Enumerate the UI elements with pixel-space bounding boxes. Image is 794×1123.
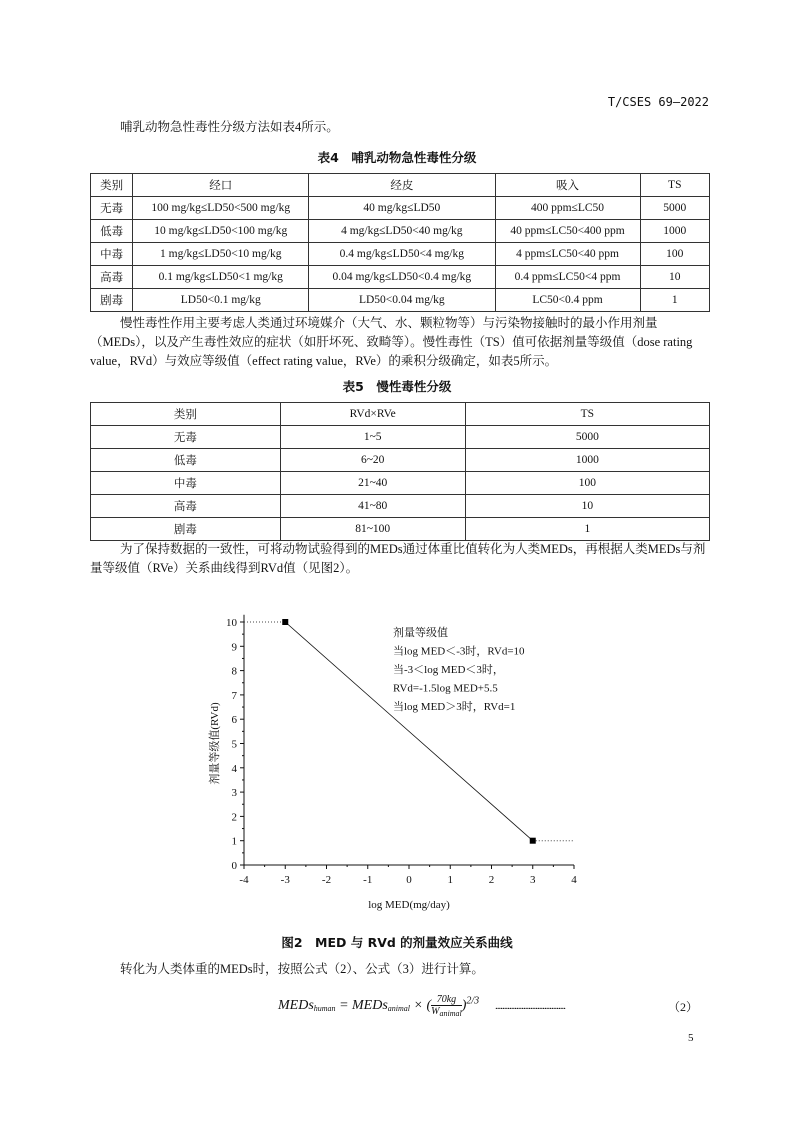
table-header-row bbox=[91, 403, 710, 426]
formula-term: MEDs bbox=[278, 998, 314, 1014]
table-cell: 81~100 bbox=[280, 518, 465, 541]
table-cell: 4 ppm≤LC50<40 ppm bbox=[495, 243, 640, 266]
x-tick-label: -2 bbox=[321, 874, 332, 886]
figure-caption: 图2 MED 与 RVd 的剂量效应关系曲线 bbox=[281, 935, 513, 950]
table-cell: 100 bbox=[640, 243, 709, 266]
table-cell: 5000 bbox=[640, 197, 709, 220]
table-cell: 10 mg/kg≤LD50<100 mg/kg bbox=[133, 220, 309, 243]
table-row bbox=[91, 197, 710, 220]
table-row bbox=[91, 426, 710, 449]
table-cell: 剧毒 bbox=[91, 289, 133, 312]
acute-toxicity-table bbox=[90, 173, 710, 312]
table-cell: TS bbox=[465, 403, 709, 426]
x-tick-label: 0 bbox=[406, 874, 412, 886]
annotation-line: 当log MED＞3时，RVd=1 bbox=[393, 701, 516, 713]
y-tick-label: 4 bbox=[231, 762, 237, 775]
x-tick-label: 1 bbox=[447, 874, 453, 886]
table-row bbox=[91, 472, 710, 495]
y-tick-label: 1 bbox=[231, 835, 237, 848]
table5-caption: 表5 慢性毒性分级 bbox=[342, 379, 452, 394]
rvd-chart bbox=[0, 600, 794, 920]
table-cell: 剧毒 bbox=[91, 518, 281, 541]
annotation-line: RVd=-1.5log MED+5.5 bbox=[393, 682, 498, 695]
y-tick-label: 7 bbox=[231, 689, 237, 702]
table-header-row bbox=[91, 174, 710, 197]
paragraph: 慢性毒性作用主要考虑人类通过环境媒介（大气、水、颗粒物等）与污染物接触时的最小作用剂量（MEDs），以及产生毒性效应的症状（如肝坏死、致畸等）。慢性毒性（TS）值可依据剂量等级值（dose rating value，RVd）与效应等级值（effect rating value，RVe）的乘积分级确定，如表5所示。 bbox=[90, 316, 693, 368]
table-row bbox=[91, 495, 710, 518]
table-row bbox=[91, 220, 710, 243]
table-cell: 40 mg/kg≤LD50 bbox=[309, 197, 495, 220]
y-tick-label: 6 bbox=[231, 714, 237, 727]
page-number: 5 bbox=[688, 1032, 694, 1044]
table-cell: 41~80 bbox=[280, 495, 465, 518]
table-cell: 低毒 bbox=[91, 220, 133, 243]
formula-sub: animal bbox=[439, 1009, 462, 1018]
annotation-line: 当-3＜log MED＜3时， bbox=[393, 664, 504, 676]
formula-dots: ........................................ bbox=[495, 1000, 565, 1012]
table-cell: 1000 bbox=[640, 220, 709, 243]
table-cell: 无毒 bbox=[91, 426, 281, 449]
formula-2: MEDs$_{human}$ = MEDs$_{animal}$ × ( 70kg $W_{animal})^{2/3}$ bbox=[278, 994, 480, 1018]
data-point bbox=[530, 838, 536, 844]
table-cell: 0.1 mg/kg≤LD50<1 mg/kg bbox=[133, 266, 309, 289]
table-cell: TS bbox=[640, 174, 709, 197]
x-tick-label: 4 bbox=[571, 874, 577, 886]
formula-term: MEDs bbox=[352, 998, 388, 1014]
table-cell: 0.04 mg/kg≤LD50<0.4 mg/kg bbox=[309, 266, 495, 289]
table-row bbox=[91, 266, 710, 289]
table-cell: 中毒 bbox=[91, 243, 133, 266]
table-cell: LC50<0.4 ppm bbox=[495, 289, 640, 312]
formula-sub: human bbox=[313, 1004, 336, 1014]
y-tick-label: 9 bbox=[231, 641, 237, 654]
y-axis-label: 剂量等级值(RVd) bbox=[209, 702, 221, 785]
x-tick-label: 3 bbox=[530, 874, 536, 886]
chronic-toxicity-table bbox=[90, 402, 710, 541]
table-cell: 类别 bbox=[91, 403, 281, 426]
table-cell: 40 ppm≤LC50<400 ppm bbox=[495, 220, 640, 243]
y-tick-label: 8 bbox=[231, 665, 237, 678]
y-tick-label: 2 bbox=[231, 811, 237, 824]
formula-exp: 2/3 bbox=[466, 995, 480, 1007]
table-cell: 高毒 bbox=[91, 266, 133, 289]
table-row bbox=[91, 449, 710, 472]
y-tick-label: 3 bbox=[231, 787, 237, 800]
table-cell: 100 mg/kg≤LD50<500 mg/kg bbox=[133, 197, 309, 220]
table-cell: 4 mg/kg≤LD50<40 mg/kg bbox=[309, 220, 495, 243]
y-tick-label: 0 bbox=[231, 860, 237, 872]
x-tick-label: -1 bbox=[363, 874, 373, 886]
table-cell: 经口 bbox=[133, 174, 309, 197]
table-cell: 1000 bbox=[465, 449, 709, 472]
table-cell: 5000 bbox=[465, 426, 709, 449]
formula-num: 70kg bbox=[431, 994, 462, 1006]
table-row bbox=[91, 518, 710, 541]
table-cell: 吸入 bbox=[495, 174, 640, 197]
formula-sub: animal bbox=[387, 1004, 411, 1014]
table-cell: LD50<0.04 mg/kg bbox=[309, 289, 495, 312]
table-cell: 1 bbox=[465, 518, 709, 541]
table-cell: 1 mg/kg≤LD50<10 mg/kg bbox=[133, 243, 309, 266]
table-cell: 类别 bbox=[91, 174, 133, 197]
data-point bbox=[282, 619, 288, 625]
standard-id: T/CSES 69—2022 bbox=[607, 95, 709, 109]
table-cell: 6~20 bbox=[280, 449, 465, 472]
paragraph: 转化为人类体重的MEDs时，按照公式（2）、公式（3）进行计算。 bbox=[120, 962, 484, 976]
table4-caption: 表4 哺乳动物急性毒性分级 bbox=[317, 150, 477, 165]
table-cell: 400 ppm≤LC50 bbox=[495, 197, 640, 220]
table-cell: 0.4 ppm≤LC50<4 ppm bbox=[495, 266, 640, 289]
x-axis-label: log MED(mg/day) bbox=[368, 899, 450, 911]
table-cell: 10 bbox=[640, 266, 709, 289]
paragraph: 为了保持数据的一致性，可将动物试验得到的MEDs通过体重比值转化为人类MEDs，再根据人类MEDs与剂量等级值（RVe）关系曲线得到RVd值（见图2）。 bbox=[90, 542, 706, 575]
y-tick-label: 5 bbox=[231, 738, 237, 751]
table-cell: 10 bbox=[465, 495, 709, 518]
table-cell: 100 bbox=[465, 472, 709, 495]
table-cell: RVd×RVe bbox=[280, 403, 465, 426]
table-cell: 1~5 bbox=[280, 426, 465, 449]
table-cell: 无毒 bbox=[91, 197, 133, 220]
x-tick-label: -4 bbox=[239, 874, 249, 886]
table-cell: 高毒 bbox=[91, 495, 281, 518]
formula-number: （2） bbox=[668, 1000, 699, 1014]
table-row bbox=[91, 243, 710, 266]
table-cell: 经皮 bbox=[309, 174, 495, 197]
y-tick-label: 10 bbox=[226, 617, 237, 629]
table-cell: 21~40 bbox=[280, 472, 465, 495]
table-cell: 低毒 bbox=[91, 449, 281, 472]
table-cell: LD50<0.1 mg/kg bbox=[133, 289, 309, 312]
x-tick-label: -3 bbox=[280, 874, 290, 886]
table-cell: 1 bbox=[640, 289, 709, 312]
x-tick-label: 2 bbox=[488, 874, 495, 886]
annotation-line: 剂量等级值 bbox=[393, 627, 448, 639]
formula-den: W bbox=[431, 1006, 440, 1017]
annotation-line: 当log MED＜-3时，RVd=10 bbox=[393, 645, 525, 658]
paragraph: 哺乳动物急性毒性分级方法如表4所示。 bbox=[120, 120, 339, 134]
table-cell: 中毒 bbox=[91, 472, 281, 495]
table-cell: 0.4 mg/kg≤LD50<4 mg/kg bbox=[309, 243, 495, 266]
table-row bbox=[91, 289, 710, 312]
